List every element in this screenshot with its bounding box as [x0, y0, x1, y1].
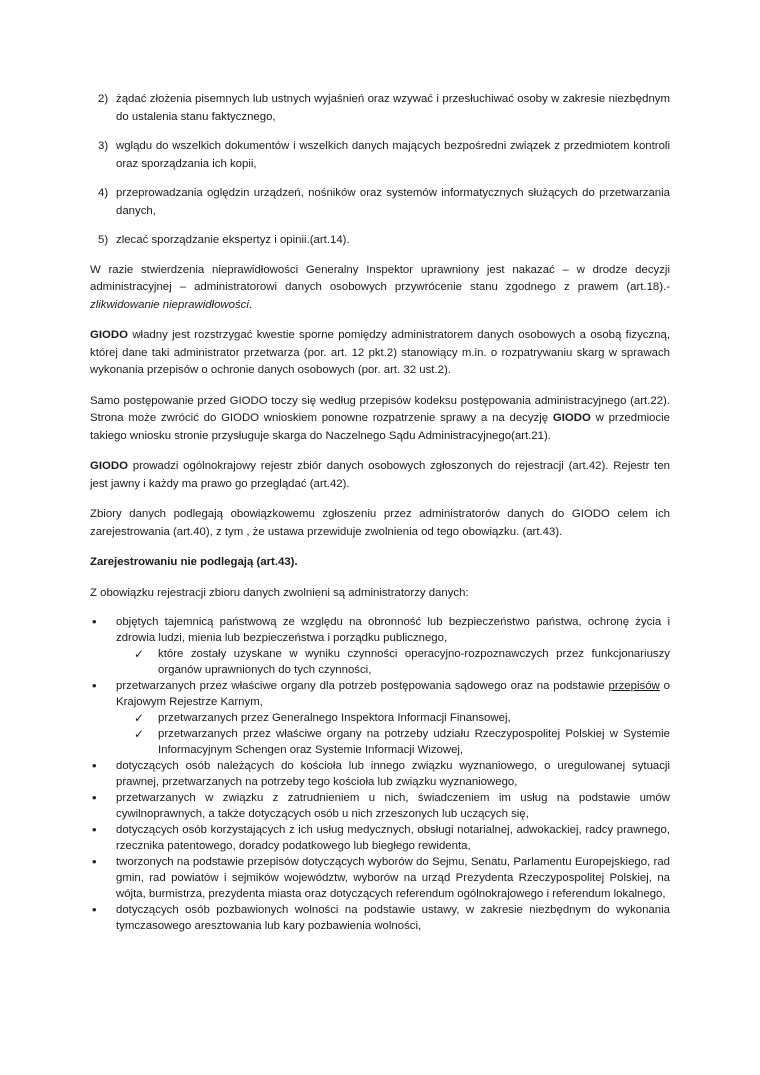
checkmark-icon: ✓	[134, 647, 145, 661]
bullet-icon: •	[92, 758, 97, 773]
paragraph-exempt: Z obowiązku rejestracji zbioru danych zwolnieni są administratorzy danych:	[90, 586, 469, 599]
przepisow-link[interactable]: przepisów	[608, 680, 660, 692]
paragraph-obligation: Zbiory danych podlegają obowiązkowemu zgłoszeniu przez administratorów danych do GIODO celem ich zarejestrowania (art.40), z tym , że ustawa przewiduje zwolnienia od tego obowiązku. (art.43).	[90, 508, 670, 538]
numbered-list	[90, 91, 670, 250]
item-text: zlecać sporządzanie ekspertyz i opinii.(art.14).	[116, 234, 350, 246]
check-list	[116, 646, 670, 678]
checkmark-icon: ✓	[134, 727, 145, 741]
item-number: 3)	[98, 140, 109, 152]
item-text: żądać złożenia pisemnych lub ustnych wyjaśnień oraz wzywać i przesłuchiwać osoby w zakresie niezbędnym do ustalenia stanu faktycznego,	[116, 93, 670, 123]
bullet-item: • tworzonych na podstawie przepisów dotyczących wyborów do Sejmu, Senatu, Parlamentu Europejskiego, rad gmin, rad powiatów i sejmików województw, wyborów na urząd Prezydenta Rzeczypospolitej Polskiej, na wójta, burmistrza, prezydenta miasta oraz dotyczących referendum ogólnokrajowego i referendum lokalnego,	[92, 854, 670, 900]
bullet-icon: •	[92, 854, 97, 869]
bullet-item: • dotyczących osób pozbawionych wolności na podstawie ustawy, w zakresie niezbędnym do wykonania tymczasowego aresztowania lub kary pozbawienia wolności,	[92, 902, 670, 932]
list-item	[90, 232, 670, 250]
bullet-item: • dotyczących osób korzystających z ich usług medycznych, obsługi notarialnej, adwokackiej, radcy prawnego, rzecznika patentowego, doradcy podatkowego lub biegłego rewidenta,	[92, 822, 670, 852]
document-content	[90, 91, 670, 934]
paragraph-procedure: Samo postępowanie przed GIODO toczy się według przepisów kodeksu postępowania administracyjnego (art.22). Strona może zwrócić do GIODO wnioskiem ponowne rozpatrzenie sprawy a na decyzję GIODO w przedmiocie takiego wniosku stronie przysługuje skarga do Naczelnego Sądu Administracyjnego(art.21).	[90, 394, 671, 442]
bullet-item: • przetwarzanych w związku z zatrudnieniem u nich, świadczeniem im usług na podstawie umów cywilnoprawnych, a także dotyczących osób u nich zrzeszonych lub uczących się,	[92, 790, 670, 820]
list-item	[90, 91, 670, 126]
bullet-icon: •	[92, 790, 97, 805]
check-item: ✓ przetwarzanych przez Generalnego Inspektora Informacji Finansowej,	[134, 711, 511, 725]
check-item: ✓ przetwarzanych przez właściwe organy na potrzeby udziału Rzeczypospolitej Polskiej w Systemie Informacyjnym Schengen oraz Systemie Informacji Wizowej,	[134, 727, 670, 756]
bullet-item: • objętych tajemnicą państwową ze względu na obronność lub bezpieczeństwo państwa, ochronę życia i zdrowia ludzi, mienia lub bezpieczeństwa i porządku publicznego, ✓ które zostały uzyskane w wyniku czynności operacyjno-rozpoznawczych przez funkcjonariuszy organów uprawnionych do tych czynności,	[92, 614, 670, 676]
item-number: 4)	[98, 187, 109, 199]
paragraph-violation: W razie stwierdzenia nieprawidłowości Generalny Inspektor uprawniony jest nakazać – w drodze decyzji administracyjnej – administratorowi danych osobowych przywrócenie stanu zgodnego z prawem (art.18).- zlikwidowanie nieprawidłowości.	[90, 263, 670, 311]
bullet-icon: •	[92, 822, 97, 837]
item-number: 5)	[98, 234, 109, 246]
bullet-list	[90, 614, 670, 934]
bullet-icon: •	[92, 678, 97, 693]
item-text: przeprowadzania oględzin urządzeń, nośników oraz systemów informatycznych służących do przetwarzania danych,	[116, 187, 670, 217]
heading-not-registered: Zarejestrowaniu nie podlegają (art.43).	[90, 556, 298, 568]
bullet-icon: •	[92, 902, 97, 917]
paragraph-registry: GIODO prowadzi ogólnokrajowy rejestr zbiór danych osobowych zgłoszonych do rejestracji (art.42). Rejestr ten jest jawny i każdy ma prawo go przeglądać (art.42).	[90, 460, 670, 490]
checkmark-icon: ✓	[134, 711, 145, 725]
bullet-item: • dotyczących osób należących do kościoła lub innego związku wyznaniowego, o uregulowanej sytuacji prawnej, przetwarzanych na potrzeby tego kościoła lub związku wyznaniowego,	[92, 758, 670, 788]
item-text: wglądu do wszelkich dokumentów i wszelkich danych mających bezpośredni związek z przedmiotem kontroli oraz sporządzania ich kopii,	[116, 140, 670, 170]
list-item	[90, 138, 670, 173]
check-list	[116, 710, 670, 758]
item-number: 2)	[98, 93, 109, 105]
bullet-icon: •	[92, 614, 97, 629]
check-item: ✓ które zostały uzyskane w wyniku czynności operacyjno-rozpoznawczych przez funkcjonariuszy organów uprawnionych do tych czynności,	[134, 647, 670, 676]
list-item	[90, 185, 670, 220]
paragraph-giodo-disputes: GIODO władny jest rozstrzygać kwestie sporne pomiędzy administratorem danych osobowych a osobą fizyczną, której dane taki administrator przetwarza (por. art. 12 pkt.2) stanowiący m.in. o rozpatrywaniu skarg w sprawach wykonania przepisów o ochronie danych osobowych (por. art. 32 ust.2).	[90, 329, 670, 376]
bullet-item: • przetwarzanych przez właściwe organy dla potrzeb postępowania sądowego oraz na podstawie przepisów o Krajowym Rejestrze Karnym, ✓ przetwarzanych przez Generalnego Inspektora Informacji Finansowej, ✓ przetwarzanych przez właściwe organy na potrzeby udziału Rzeczypospolitej Polskiej w Systemie Informacyjnym Schengen oraz Systemie Informacji Wizowej,	[92, 678, 671, 756]
